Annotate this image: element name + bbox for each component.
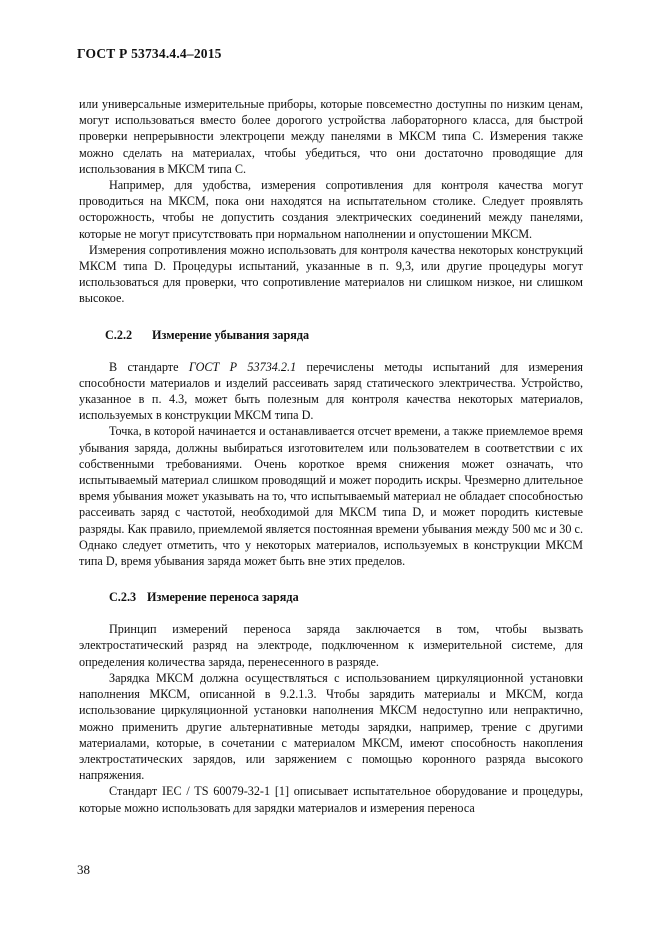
document-header: ГОСТ Р 53734.4.4–2015 [77, 46, 222, 61]
section-title: Измерение убывания заряда [152, 327, 310, 342]
section-number: С.2.2 [105, 327, 133, 342]
paragraph: Принцип измерений переноса заряда заключается в том, чтобы вызвать электростатический разряд на электроде, подключенном к измерительной системе, для определения количества заряда, перенесенного в разряде. [79, 622, 583, 669]
page-content [79, 96, 583, 816]
paragraph [79, 359, 583, 424]
paragraph: Стандарт IEC / TS 60079-32-1 [1] описывает испытательное оборудование и процедуры, которые можно использовать для зарядки материалов и измерения переноса [79, 784, 583, 815]
section-title: Измерение переноса заряда [147, 590, 299, 605]
paragraph: Измерения сопротивления можно использовать для контроля качества некоторых конструкций МКСМ типа D. Процедуры испытаний, указанные в п. 9,3, или другие процедуры могут использоваться для проверки, что сопротивление материалов ни слишком низкое, ни слишком высокое. [79, 242, 583, 306]
text-run: В стандарте [109, 359, 189, 374]
page-number: 38 [77, 862, 90, 877]
standard-reference: ГОСТ Р 53734.2.1 [188, 359, 297, 374]
paragraph: Точка, в которой начинается и останавливается отсчет времени, а также приемлемое время убывания заряда, должны выбираться изготовителем или пользователем в соответствии с их собственными требованиями. Очень короткое время снижения может означать, что испытываемый материал слишком проводящий и может породить искры. Чрезмерно длительное время убывания может указывать на то, что испытываемый материал не обладает способностью рассеивать заряд с частотой, необходимой для МКСМ типа D, и может породить кистевые разряды. Как правило, приемлемой является постоянная времени убывания между 500 мс и 30 с. Однако следует отметить, что у некоторых материалов, используемых в конструкции МКСМ типа D, время убывания заряда может быть вне этих пределов. [79, 424, 583, 569]
paragraph: или универсальные измерительные приборы, которые повсеместно доступны по низким ценам, могут использоваться вместо более дорогого устройства лабораторного класса, для быстрой проверки непрерывности электроцепи между панелями в МКСМ типа С. Измерения также можно сделать на материалах, чтобы убедиться, что они достаточно проводящие для использования в МКСМ типа С. [79, 97, 583, 176]
section-heading-c23 [109, 589, 583, 605]
section-number: С.2.3 [109, 590, 137, 605]
section-heading-c22 [105, 327, 583, 343]
paragraph: Зарядка МКСМ должна осуществляться с использованием циркуляционной установки наполнения МКСМ, описанной в 9.2.1.3. Чтобы зарядить материалы и МКСМ, когда использование циркуляционной установки наполнения МКСМ недоступно или непрактично, можно применить другие альтернативные методы зарядки, например, трение с другими материалами, которые, в сочетании с материалом МКСМ, имеют способность накопления электростатических зарядов, или заряжением с помощью коронного разряда высокого напряжения. [79, 670, 583, 783]
paragraph: Например, для удобства, измерения сопротивления для контроля качества могут проводиться на МКСМ, пока они находятся на испытательном столике. Следует проявлять осторожность, чтобы не допустить создания электрических соединений между панелями, которые не могут присутствовать при нормальном наполнении и опустошении МКСМ. [79, 178, 583, 241]
text-run: перечислены методы испытаний для измерения способности материалов и изделий рассеивать заряд статического электричества. Устройство, указанное в п. 4.3, может быть полезным для контроля качества некоторых материалов, используемых в конструкции МКСМ типа D. [79, 359, 583, 423]
